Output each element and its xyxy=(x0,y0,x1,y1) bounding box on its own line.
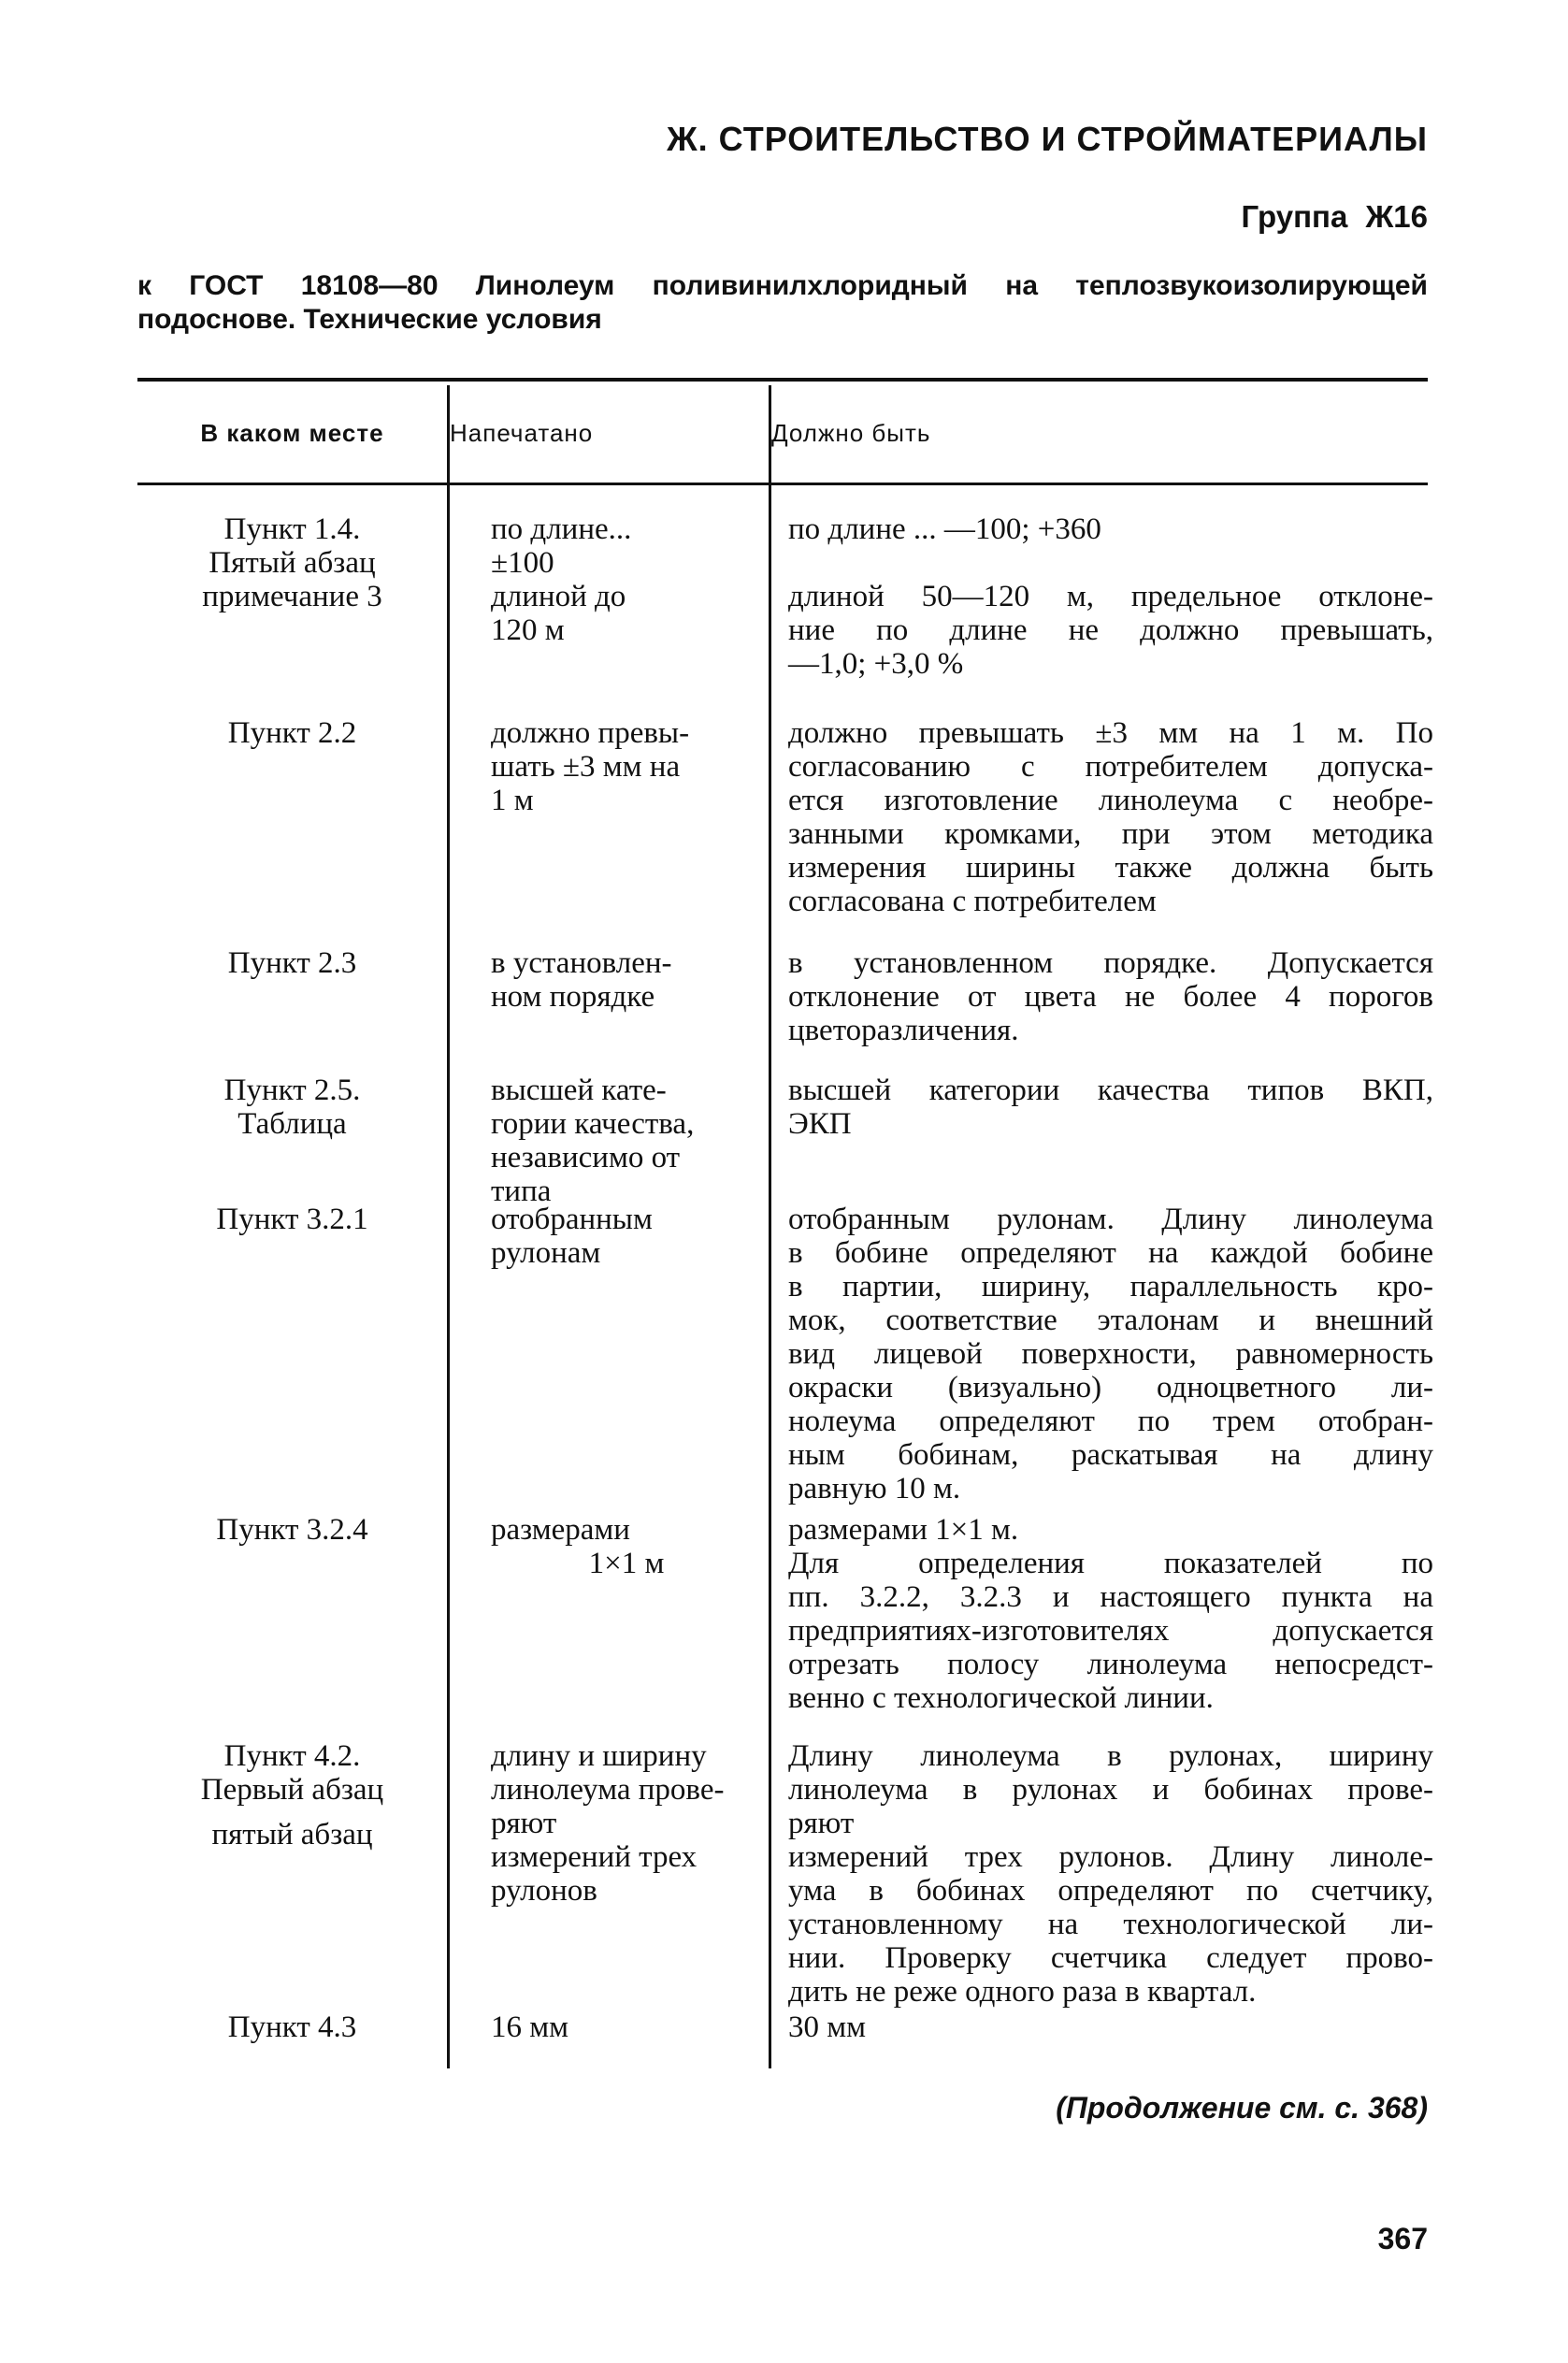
cell-line: размерами 1×1 м. xyxy=(788,1513,1019,1547)
column-header-printed: Напечатано xyxy=(450,419,594,447)
cell-spacer xyxy=(788,546,1433,580)
document-title-line: подоснове. Технические условия xyxy=(137,304,602,335)
cell-line: рулонам xyxy=(491,1236,601,1270)
cell-line: гории качества, xyxy=(491,1107,695,1141)
cell-line: Пункт 2.2 xyxy=(227,716,357,750)
table-row-correct xyxy=(788,1203,1433,1506)
cell-line: измерений трех рулонов. Длину линоле- xyxy=(788,1840,1433,1874)
cell-line: Пункт 2.3 xyxy=(227,946,357,980)
table-row-place xyxy=(137,2010,447,2044)
table-row-printed xyxy=(491,2010,762,2044)
cell-spacer xyxy=(137,1807,447,1818)
cell-line: ется изготовление линолеума с необре- xyxy=(788,784,1433,817)
cell-line: 1×1 м xyxy=(588,1547,665,1580)
cell-line: пятый абзац xyxy=(211,1818,373,1851)
cell-line: Первый абзац xyxy=(200,1773,384,1807)
cell-line: дить не реже одного раза в квартал. xyxy=(788,1975,1257,2009)
table-row-correct xyxy=(788,512,1433,681)
table-row-correct xyxy=(788,2010,1433,2044)
cell-line: установленному на технологической ли- xyxy=(788,1908,1433,1941)
cell-line: предприятиях-изготовителях допускается xyxy=(788,1614,1433,1648)
cell-line: Пункт 3.2.4 xyxy=(216,1513,368,1547)
cell-line: ума в бобинах определяют по счетчику, xyxy=(788,1874,1433,1908)
cell-line: линолеума в рулонах и бобинах прове- xyxy=(788,1773,1433,1807)
cell-line: линолеума прове- xyxy=(491,1773,725,1807)
cell-line: размерами xyxy=(491,1513,630,1547)
cell-line: согласована с потребителем xyxy=(788,885,1157,918)
table-row-printed xyxy=(491,1203,762,1270)
table-row-place xyxy=(137,512,447,613)
cell-line: шать ±3 мм на xyxy=(491,750,681,784)
cell-line: ряют xyxy=(491,1807,557,1840)
cell-line: занными кромками, при этом методика xyxy=(788,817,1433,851)
document-title xyxy=(137,269,1428,337)
cell-line: независимо от xyxy=(491,1141,681,1174)
section-heading: Ж. СТРОИТЕЛЬСТВО И СТРОЙМАТЕРИАЛЫ xyxy=(667,120,1428,158)
table-row-place xyxy=(137,716,447,750)
cell-line: Для определения показателей по xyxy=(788,1547,1433,1580)
cell-line: примечание 3 xyxy=(202,580,382,613)
table-row-printed xyxy=(491,512,762,647)
cell-line: пп. 3.2.2, 3.2.3 и настоящего пункта на xyxy=(788,1580,1433,1614)
cell-line: Пункт 4.2. xyxy=(223,1739,361,1773)
table-row-printed xyxy=(491,1073,762,1208)
cell-line: типа xyxy=(491,1174,552,1208)
cell-line: в установленном порядке. Допускается xyxy=(788,946,1433,980)
cell-line: отрезать полосу линолеума непосредст- xyxy=(788,1648,1433,1681)
cell-line: должно превы- xyxy=(491,716,690,750)
cell-line: высшей кате- xyxy=(491,1073,667,1107)
cell-line: по длине ... —100; +360 xyxy=(788,512,1101,546)
table-row-printed xyxy=(491,1739,762,1908)
cell-line: ЭКП xyxy=(788,1107,852,1141)
table-row-correct xyxy=(788,716,1433,918)
cell-line: Пункт 4.3 xyxy=(227,2010,357,2044)
cell-line: —1,0; +3,0 % xyxy=(788,647,964,681)
cell-line: в партии, ширину, параллельность кро- xyxy=(788,1270,1433,1304)
cell-line: 1 м xyxy=(491,784,534,817)
cell-line: Пункт 1.4. xyxy=(223,512,361,546)
cell-line: в установлен- xyxy=(491,946,672,980)
cell-line: высшей категории качества типов ВКП, xyxy=(788,1073,1433,1107)
table-header-rule xyxy=(137,483,1428,485)
cell-line: длиной до xyxy=(491,580,626,613)
cell-line: вид лицевой поверхности, равномерность xyxy=(788,1337,1433,1371)
cell-line: Пункт 2.5. xyxy=(223,1073,361,1107)
group-label: Группа Ж16 xyxy=(1241,199,1428,234)
cell-line: ние по длине не должно превышать, xyxy=(788,613,1433,647)
table-row-correct xyxy=(788,1513,1433,1715)
table-row-place xyxy=(137,1203,447,1236)
cell-line: равную 10 м. xyxy=(788,1472,961,1506)
cell-line: измерений трех xyxy=(491,1840,698,1874)
cell-line: нолеума определяют по трем отобран- xyxy=(788,1405,1433,1438)
table-column-divider xyxy=(769,385,771,2068)
cell-line: длиной 50—120 м, предельное отклоне- xyxy=(788,580,1433,613)
cell-line: мок, соответствие эталонам и внешний xyxy=(788,1304,1433,1337)
table-row-place xyxy=(137,1513,447,1547)
column-header-place: В каком месте xyxy=(200,419,384,447)
table-row-correct xyxy=(788,1073,1433,1141)
cell-line: отклонение от цвета не более 4 порогов xyxy=(788,980,1433,1014)
cell-line: по длине... xyxy=(491,512,632,546)
table-column-divider xyxy=(447,385,450,2068)
cell-line: 16 мм xyxy=(491,2010,569,2044)
table-row-printed xyxy=(491,1513,762,1580)
cell-line: в бобине определяют на каждой бобине xyxy=(788,1236,1433,1270)
table-row-printed xyxy=(491,946,762,1014)
cell-line: рулонов xyxy=(491,1874,597,1908)
cell-line: ном порядке xyxy=(491,980,655,1014)
table-row-place xyxy=(137,1739,447,1851)
table-row-place xyxy=(137,946,447,980)
cell-line: Пункт 3.2.1 xyxy=(216,1203,368,1236)
cell-line: 120 м xyxy=(491,613,565,647)
cell-line: нии. Проверку счетчика следует прово- xyxy=(788,1941,1433,1975)
table-row-place xyxy=(137,1073,447,1141)
table-top-rule xyxy=(137,378,1428,382)
cell-line: Пятый абзац xyxy=(209,546,376,580)
continuation-note: (Продолжение см. с. 368) xyxy=(1056,2091,1428,2125)
cell-line: 30 мм xyxy=(788,2010,867,2044)
cell-line: ным бобинам, раскатывая на длину xyxy=(788,1438,1433,1472)
cell-line: отобранным рулонам. Длину линолеума xyxy=(788,1203,1433,1236)
cell-line: ряют xyxy=(788,1807,855,1840)
table-row-printed xyxy=(491,716,762,817)
column-header-correct: Должно быть xyxy=(771,419,931,447)
cell-line: Длину линолеума в рулонах, ширину xyxy=(788,1739,1433,1773)
table-row-correct xyxy=(788,1739,1433,2009)
cell-line: согласованию с потребителем допуска- xyxy=(788,750,1433,784)
table-row-correct xyxy=(788,946,1433,1047)
document-title-line: к ГОСТ 18108—80 Линолеум поливинилхлоридный на теплозвукоизолирующей xyxy=(137,270,1428,301)
page-number: 367 xyxy=(1377,2222,1428,2255)
cell-line: цветоразличения. xyxy=(788,1014,1019,1047)
cell-line: измерения ширины также должна быть xyxy=(788,851,1433,885)
cell-line: отобранным xyxy=(491,1203,653,1236)
cell-line: Таблица xyxy=(237,1107,347,1141)
cell-line: должно превышать ±3 мм на 1 м. По xyxy=(788,716,1433,750)
cell-line: ±100 xyxy=(491,546,554,580)
cell-line: венно с технологической линии. xyxy=(788,1681,1214,1715)
cell-line: окраски (визуально) одноцветного ли- xyxy=(788,1371,1433,1405)
cell-line: длину и ширину xyxy=(491,1739,707,1773)
